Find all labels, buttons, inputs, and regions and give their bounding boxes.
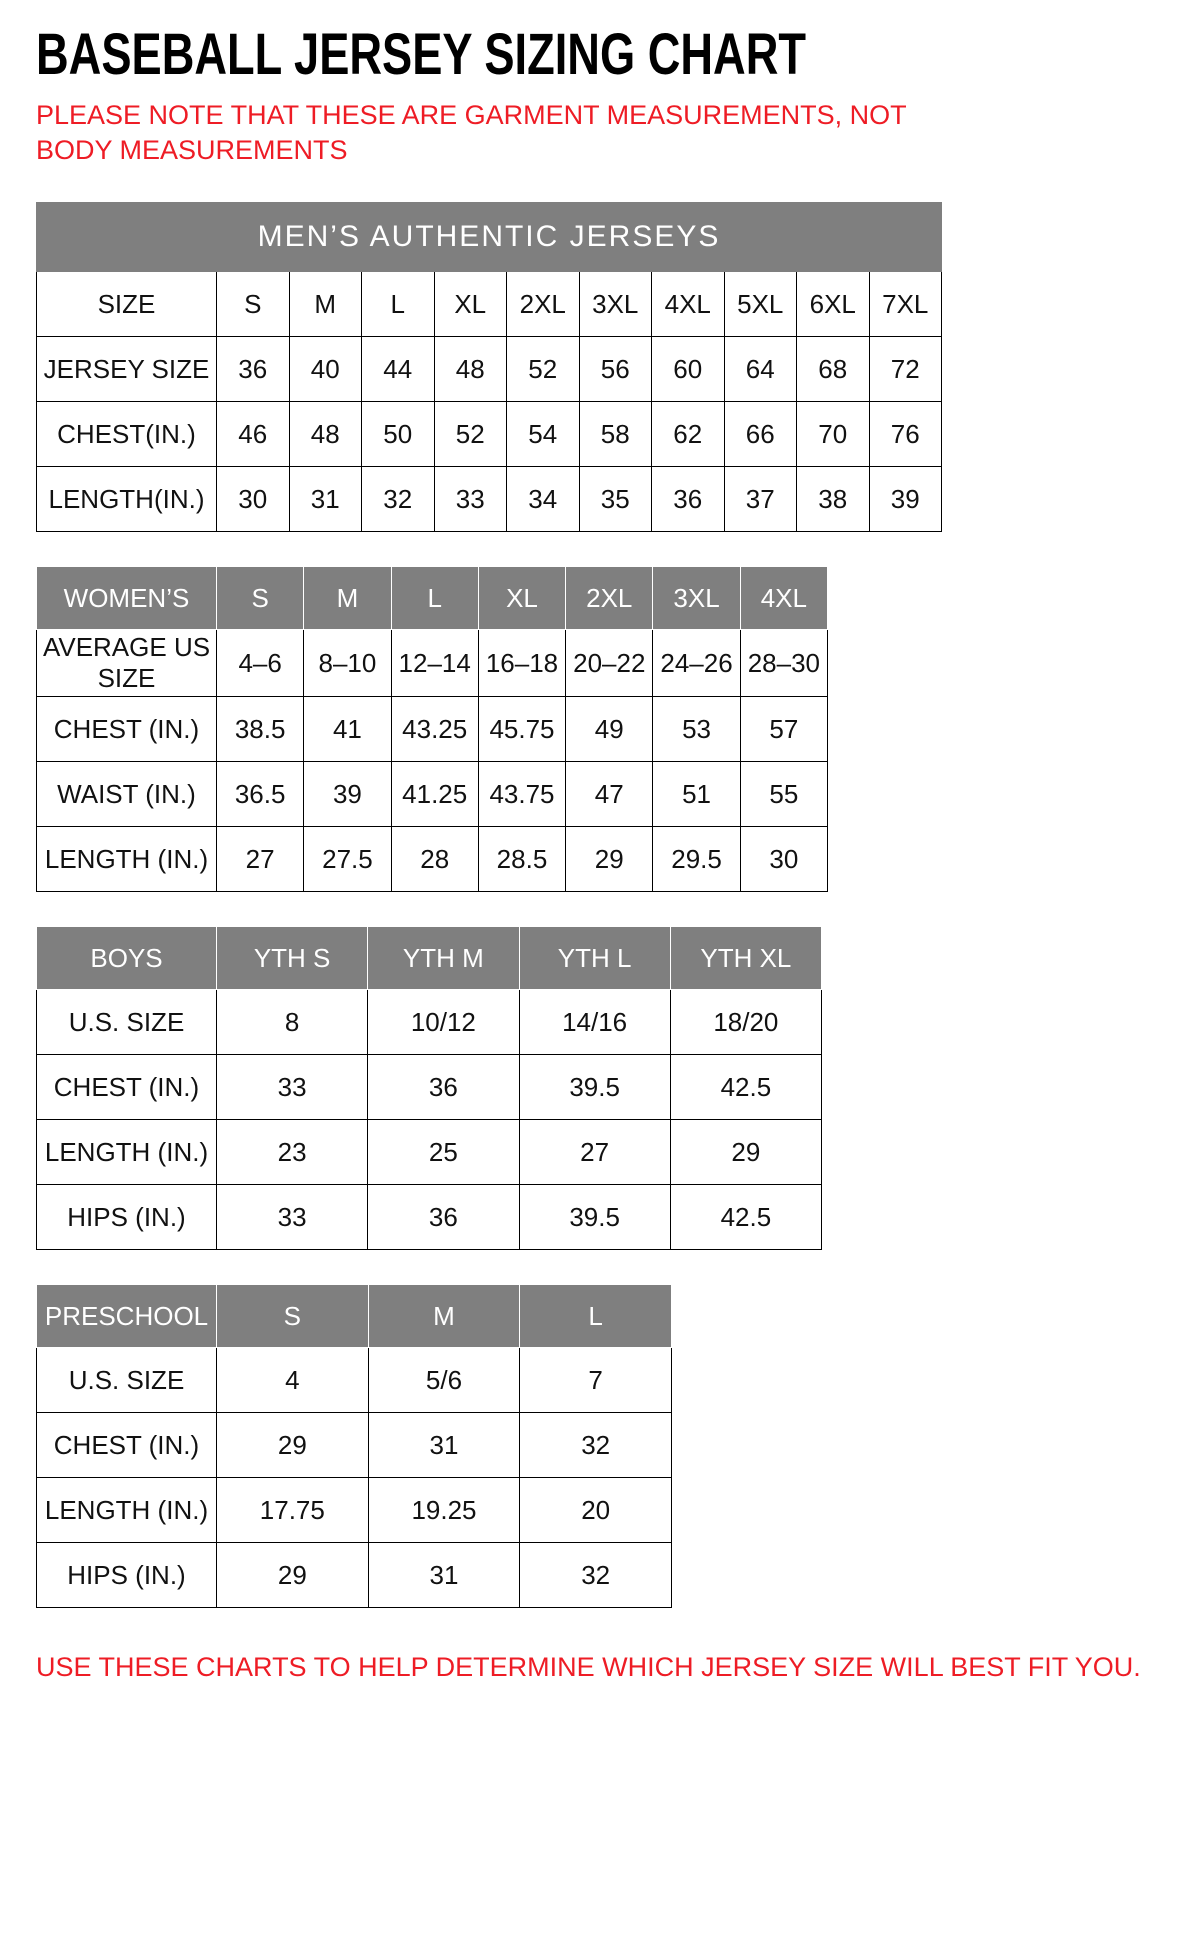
footer-note: USE THESE CHARTS TO HELP DETERMINE WHICH JERSEY SIZE WILL BEST FIT YOU. [36,1652,1141,1683]
column-header-cell: M [368,1285,520,1348]
value-cell: 35 [579,467,652,532]
value-cell: 31 [368,1543,520,1608]
value-cell: 4 [217,1348,369,1413]
value-cell: 72 [869,337,942,402]
value-cell: 48 [434,337,507,402]
value-cell: 6XL [797,272,870,337]
value-cell: 50 [362,402,435,467]
value-cell: XL [434,272,507,337]
column-header-cell: S [217,567,304,630]
value-cell: 64 [724,337,797,402]
value-cell: 39 [869,467,942,532]
value-cell: 62 [652,402,725,467]
value-cell: 51 [653,762,740,827]
row-label-cell: LENGTH (IN.) [37,1120,217,1185]
value-cell: 45.75 [478,697,565,762]
column-header-cell: YTH M [368,927,519,990]
value-cell: 52 [434,402,507,467]
table-row [37,337,942,402]
value-cell: 7 [520,1348,672,1413]
value-cell: 16–18 [478,630,565,697]
womens-header-row [37,567,828,630]
value-cell: 43.75 [478,762,565,827]
row-label-cell: LENGTH (IN.) [37,1478,217,1543]
value-cell: 39.5 [519,1055,670,1120]
row-label-cell: WAIST (IN.) [37,762,217,827]
mens-jerseys-table [36,202,942,532]
value-cell: 2XL [507,272,580,337]
value-cell: 27.5 [304,827,391,892]
value-cell: 8–10 [304,630,391,697]
table-row [37,1120,822,1185]
preschool-header-label-cell: PRESCHOOL [37,1285,217,1348]
value-cell: 20 [520,1478,672,1543]
column-header-cell: 2XL [566,567,653,630]
value-cell: 43.25 [391,697,478,762]
value-cell: 60 [652,337,725,402]
value-cell: 46 [217,402,290,467]
value-cell: 8 [217,990,368,1055]
value-cell: 58 [579,402,652,467]
value-cell: 29 [670,1120,821,1185]
row-label-cell: CHEST (IN.) [37,1413,217,1478]
boys-header-label-cell: BOYS [37,927,217,990]
preschool-jerseys-table [36,1284,672,1608]
value-cell: 42.5 [670,1185,821,1250]
value-cell: 31 [289,467,362,532]
value-cell: 48 [289,402,362,467]
mens-title-row [37,203,942,272]
value-cell: 38.5 [217,697,304,762]
column-header-cell: L [520,1285,672,1348]
row-label-cell: AVERAGE US SIZE [37,630,217,697]
value-cell: S [217,272,290,337]
value-cell: 66 [724,402,797,467]
value-cell: 56 [579,337,652,402]
value-cell: 41.25 [391,762,478,827]
row-label-cell: U.S. SIZE [37,1348,217,1413]
value-cell: L [362,272,435,337]
value-cell: 4–6 [217,630,304,697]
value-cell: 30 [217,467,290,532]
table-row [37,1543,672,1608]
value-cell: 10/12 [368,990,519,1055]
value-cell: 31 [368,1413,520,1478]
value-cell: 70 [797,402,870,467]
value-cell: 29 [217,1543,369,1608]
value-cell: 36 [368,1185,519,1250]
value-cell: 29 [217,1413,369,1478]
table-row [37,1413,672,1478]
value-cell: 41 [304,697,391,762]
value-cell: 37 [724,467,797,532]
table-row [37,1478,672,1543]
row-label-cell: SIZE [37,272,217,337]
row-label-cell: U.S. SIZE [37,990,217,1055]
value-cell: 44 [362,337,435,402]
value-cell: 24–26 [653,630,740,697]
table-row [37,1055,822,1120]
value-cell: 52 [507,337,580,402]
value-cell: 68 [797,337,870,402]
value-cell: 49 [566,697,653,762]
table-row [37,272,942,337]
value-cell: 42.5 [670,1055,821,1120]
value-cell: 47 [566,762,653,827]
column-header-cell: 3XL [653,567,740,630]
value-cell: 32 [520,1543,672,1608]
value-cell: 18/20 [670,990,821,1055]
preschool-header-row [37,1285,672,1348]
table-row [37,630,828,697]
value-cell: 12–14 [391,630,478,697]
value-cell: 36 [652,467,725,532]
value-cell: 53 [653,697,740,762]
value-cell: 33 [217,1055,368,1120]
value-cell: 30 [740,827,827,892]
value-cell: 32 [520,1413,672,1478]
value-cell: 29.5 [653,827,740,892]
womens-header-label-cell: WOMEN’S [37,567,217,630]
row-label-cell: LENGTH(IN.) [37,467,217,532]
value-cell: 4XL [652,272,725,337]
value-cell: 38 [797,467,870,532]
value-cell: 5/6 [368,1348,520,1413]
row-label-cell: HIPS (IN.) [37,1185,217,1250]
value-cell: 27 [519,1120,670,1185]
value-cell: 17.75 [217,1478,369,1543]
value-cell: 34 [507,467,580,532]
value-cell: 28 [391,827,478,892]
boys-jerseys-table [36,926,822,1250]
value-cell: 5XL [724,272,797,337]
value-cell: 57 [740,697,827,762]
value-cell: M [289,272,362,337]
value-cell: 36 [217,337,290,402]
value-cell: 29 [566,827,653,892]
value-cell: 55 [740,762,827,827]
row-label-cell: HIPS (IN.) [37,1543,217,1608]
value-cell: 36.5 [217,762,304,827]
value-cell: 54 [507,402,580,467]
value-cell: 33 [217,1185,368,1250]
value-cell: 28–30 [740,630,827,697]
table-row [37,697,828,762]
garment-measurements-note: PLEASE NOTE THAT THESE ARE GARMENT MEASUREMENTS, NOT BODY MEASUREMENTS [36,100,907,166]
table-row [37,467,942,532]
value-cell: 76 [869,402,942,467]
column-header-cell: YTH XL [670,927,821,990]
value-cell: 19.25 [368,1478,520,1543]
mens-table-title: MEN’S AUTHENTIC JERSEYS [37,203,942,272]
table-row [37,762,828,827]
column-header-cell: XL [478,567,565,630]
boys-header-row [37,927,822,990]
column-header-cell: 4XL [740,567,827,630]
table-row [37,990,822,1055]
row-label-cell: LENGTH (IN.) [37,827,217,892]
value-cell: 33 [434,467,507,532]
column-header-cell: YTH S [217,927,368,990]
womens-jerseys-table [36,566,828,892]
row-label-cell: JERSEY SIZE [37,337,217,402]
column-header-cell: L [391,567,478,630]
value-cell: 40 [289,337,362,402]
value-cell: 27 [217,827,304,892]
value-cell: 39.5 [519,1185,670,1250]
value-cell: 36 [368,1055,519,1120]
value-cell: 20–22 [566,630,653,697]
value-cell: 39 [304,762,391,827]
row-label-cell: CHEST (IN.) [37,1055,217,1120]
table-row [37,1185,822,1250]
table-row [37,402,942,467]
value-cell: 32 [362,467,435,532]
column-header-cell: S [217,1285,369,1348]
value-cell: 25 [368,1120,519,1185]
row-label-cell: CHEST (IN.) [37,697,217,762]
column-header-cell: M [304,567,391,630]
table-row [37,1348,672,1413]
value-cell: 7XL [869,272,942,337]
value-cell: 3XL [579,272,652,337]
value-cell: 14/16 [519,990,670,1055]
column-header-cell: YTH L [519,927,670,990]
page-title: BASEBALL JERSEY SIZING CHART [36,22,807,87]
value-cell: 28.5 [478,827,565,892]
table-row [37,827,828,892]
value-cell: 23 [217,1120,368,1185]
row-label-cell: CHEST(IN.) [37,402,217,467]
